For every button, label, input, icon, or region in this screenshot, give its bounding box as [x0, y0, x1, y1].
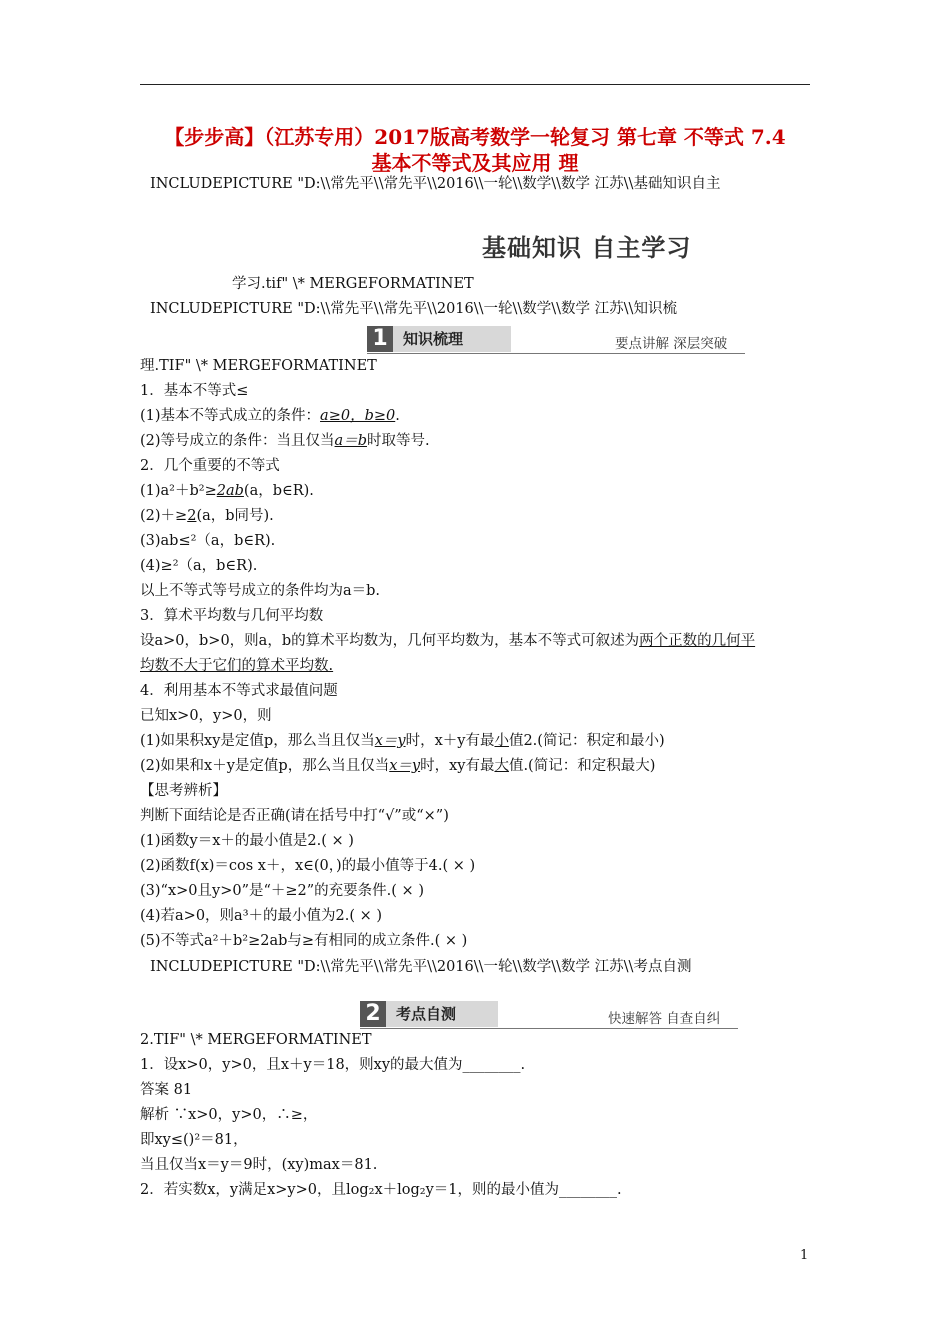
- solution-1-line-3: 当且仅当x＝y＝9时，(xy)max＝81.: [140, 1157, 378, 1173]
- question-1: 1．设x>0，y>0，且x＋y＝18，则xy的最大值为________.: [140, 1057, 526, 1073]
- banner-self-test: [360, 1001, 738, 1027]
- think-intro: 判断下面结论是否正确(请在括号中打“√”或“×”): [140, 808, 449, 824]
- doc-title-line1: 【步步高】（江苏专用）2017版高考数学一轮复习 第七章 不等式 7.4: [164, 125, 786, 149]
- include-field-2: INCLUDEPICTURE "D:\\常先平\\常先平\\2016\\一轮\\数学\\数学 江苏\\知识梳: [150, 301, 677, 317]
- include-field-3: INCLUDEPICTURE "D:\\常先平\\常先平\\2016\\一轮\\数学\\数学 江苏\\考点自测: [150, 959, 692, 975]
- s2-item-2: (2)＋≥2(a，b同号).: [140, 508, 274, 524]
- think-item-3: (3)“x>0且y>0”是“＋≥2”的充要条件.( × ): [140, 883, 424, 899]
- banner-number: 2: [360, 1001, 386, 1027]
- include-field-1-cont: 学习.tif" \* MERGEFORMATINET: [232, 276, 474, 292]
- think-item-4: (4)若a>0，则a³＋的最小值为2.( × ): [140, 908, 383, 924]
- s3-title: 3．算术平均数与几何平均数: [140, 608, 324, 624]
- s3-text-2: 均数不大于它们的算术平均数.: [140, 658, 334, 674]
- s2-note: 以上不等式等号成立的条件均为a＝b.: [140, 583, 381, 599]
- s4-item-2: (2)如果和x＋y是定值p，那么当且仅当x＝y时，xy有最大值.(简记：和定积最大): [140, 758, 656, 774]
- include-field-3-cont: 2.TIF" \* MERGEFORMATINET: [140, 1032, 372, 1048]
- include-field-2-cont: 理.TIF" \* MERGEFORMATINET: [140, 358, 377, 374]
- think-item-2: (2)函数f(x)＝cos x＋，x∈(0，)的最小值等于4.( × ): [140, 858, 476, 874]
- s2-title: 2．几个重要的不等式: [140, 458, 280, 474]
- solution-1-line-1: 解析 ∵x>0，y>0，∴≥，: [140, 1107, 318, 1123]
- banner-subtitle: 快速解答 自查自纠: [608, 1011, 721, 1027]
- page-number: 1: [800, 1248, 809, 1263]
- think-title: 【思考辨析】: [140, 783, 227, 799]
- s2-item-3: (3)ab≤²（a，b∈R).: [140, 533, 276, 549]
- s3-text-1: 设a>0，b>0，则a，b的算术平均数为，几何平均数为，基本不等式可叙述为两个正数的几何平: [140, 633, 756, 649]
- banner-rule: [367, 353, 745, 354]
- think-item-1: (1)函数y＝x＋的最小值是2.( × ): [140, 833, 354, 849]
- banner-label: 知识梳理: [393, 326, 511, 352]
- s1-item-2: (2)等号成立的条件：当且仅当a＝b时取等号.: [140, 433, 430, 449]
- s2-item-1: (1)a²＋b²≥2ab(a，b∈R).: [140, 483, 314, 499]
- solution-1-line-2: 即xy≤()²＝81，: [140, 1132, 248, 1148]
- banner-number: 1: [367, 326, 393, 352]
- s2-item-4: (4)≥²（a，b∈R).: [140, 558, 258, 574]
- answer-1: 答案 81: [140, 1082, 193, 1098]
- doc-title-line2: 基本不等式及其应用 理: [371, 151, 579, 175]
- s1-item-1: (1)基本不等式成立的条件：a≥0，b≥0.: [140, 408, 400, 424]
- section-heading: 基础知识 自主学习: [482, 234, 692, 262]
- think-item-5: (5)不等式a²＋b²≥2ab与≥有相同的成立条件.( × ): [140, 933, 468, 949]
- banner-subtitle: 要点讲解 深层突破: [615, 336, 728, 352]
- include-field-1: INCLUDEPICTURE "D:\\常先平\\常先平\\2016\\一轮\\数学\\数学 江苏\\基础知识自主: [150, 176, 721, 192]
- banner-rule: [360, 1028, 738, 1029]
- s4-title: 4．利用基本不等式求最值问题: [140, 683, 338, 699]
- top-rule: [140, 84, 810, 85]
- s4-item-1: (1)如果积xy是定值p，那么当且仅当x＝y时，x＋y有最小值2.(简记：积定和最小): [140, 733, 665, 749]
- s4-given: 已知x>0，y>0，则: [140, 708, 272, 724]
- s1-title: 1．基本不等式≤: [140, 383, 249, 399]
- question-2: 2．若实数x，y满足x>y>0，且log₂x＋log₂y＝1，则的最小值为________.: [140, 1182, 622, 1198]
- banner-knowledge: [367, 326, 745, 352]
- banner-label: 考点自测: [386, 1001, 498, 1027]
